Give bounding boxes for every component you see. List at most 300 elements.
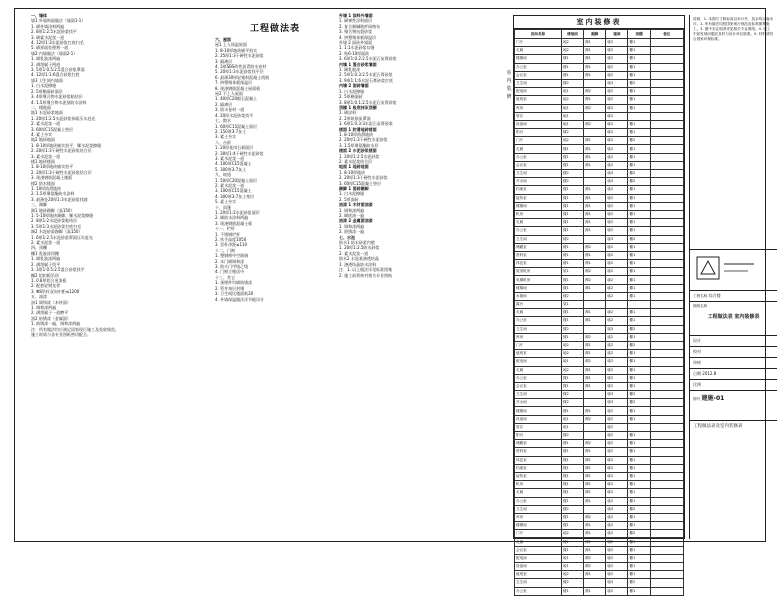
scale-row [690,379,777,390]
spec-line: 5. 素土夯实 [215,199,237,205]
table-cell [650,513,683,521]
table-cell: 墙2 [606,464,628,472]
table-cell: 开水间 [515,399,562,407]
table-cell: 地2 [561,47,583,55]
table-cell [650,571,683,579]
table-row [515,120,684,128]
table-cell [650,153,683,161]
table-cell: 棚1 [628,194,650,202]
table-cell: 走廊 [515,489,562,497]
spec-line: 十三、其它 [215,274,235,280]
table-cell: 卫生间 [515,391,562,399]
table-cell: 墙2 [606,407,628,415]
table-cell [650,374,683,382]
table-cell [650,456,683,464]
table-cell [584,423,606,431]
table-cell: 楼2 [561,505,583,513]
spec-line: 2. 素水泥浆一道 [339,250,369,256]
table-cell [584,399,606,407]
table-cell: 棚1 [628,317,650,325]
table-cell: 踢2 [584,88,606,96]
spec-line: 1. 0.8厚铝合金条板 [31,277,67,283]
table-cell: 楼梯间 [515,407,562,415]
table-cell: 楼2 [561,292,583,300]
table-cell: 棚1 [628,153,650,161]
spec-line: 1. 20厚1:2.5防水砂浆 [339,245,380,251]
spec-line: 3. 素土夯实 [215,134,237,140]
table-cell: 墙2 [606,129,628,137]
table-cell: 机房 [515,481,562,489]
table-cell: 楼1 [561,489,583,497]
spec-line: 十、雨篷 [215,204,231,210]
table-cell: 棚1 [628,243,650,251]
table-cell: 棚1 [628,432,650,440]
table-row [515,88,684,96]
table-cell: 墙2 [606,227,628,235]
spec-line: 注：所有做法均应满足国家现行施工及验收规范。 [31,326,119,332]
spec-line: 3. 5厚1:3水泥砂浆打底扫毛 [31,223,82,229]
table-cell [650,227,683,235]
design-row [690,335,777,346]
finish-table-header-cell: 房间名称 [515,30,562,39]
table-cell: 墙2 [606,88,628,96]
table-cell: 墙2 [606,513,628,521]
table-cell: 楼1 [561,284,583,292]
table-cell: 墙2 [606,104,628,112]
table-cell [606,301,628,309]
table-row [515,186,684,194]
table-cell [650,579,683,587]
table-cell: 楼1 [561,481,583,489]
table-cell: 库房 [515,333,562,341]
table-cell: 楼1 [561,472,583,480]
table-cell: 走廊 [515,538,562,546]
table-row [515,407,684,415]
table-cell: 踢1 [584,96,606,104]
table-cell: 卫生间 [515,325,562,333]
table-cell: 踢1 [584,227,606,235]
table-cell: 资料室 [515,448,562,456]
table-cell: 踢2 [584,243,606,251]
spec-line: 2. 25厚1:3干硬性水泥砂浆 [215,53,264,59]
table-cell: 楼2 [561,79,583,87]
table-row [515,350,684,358]
table-cell: 踢2 [584,563,606,571]
table-cell: 棚1 [628,554,650,562]
table-cell: 棚2 [628,505,650,513]
spec-line: 1. 白水泥擦缝 [339,191,365,197]
table-cell: 踢1 [584,448,606,456]
table-cell [650,210,683,218]
spec-heading: 地面 1 地砖地面 [339,164,369,170]
spec-line: 1. 8-10厚防滑地砖 [339,131,374,137]
table-row [515,489,684,497]
table-cell: 地2 [561,571,583,579]
spec-heading: 一、墙体 [31,13,47,18]
table-cell: 踢1 [584,194,606,202]
spec-line: 5. 300厚3:7灰土 [215,166,247,172]
spec-line: 1. 6厚1:2.5水泥砂浆罩面压实赶光 [31,234,93,240]
spec-line: 1. 白水泥擦缝 [31,83,57,89]
spec-heading: 油漆 2 金属面油漆 [339,218,373,224]
table-cell: 墙3 [606,178,628,186]
table-cell: 踢1 [584,153,606,161]
table-cell: 楼2 [561,325,583,333]
table-cell: 墙3 [606,579,628,587]
table-row [515,448,684,456]
table-row [515,563,684,571]
table-cell: 踢2 [584,268,606,276]
table-cell: 棚1 [628,55,650,63]
table-cell: 休息室 [515,456,562,464]
table-cell: 楼1 [561,374,583,382]
table-cell: 踢1 [584,202,606,210]
table-row [515,538,684,546]
table-cell: 踢1 [584,309,606,317]
table-cell: 休息室 [515,260,562,268]
table-cell: 棚1 [628,260,650,268]
spec-line: 墙1 外墙饰面做法（墙面1-1） [31,18,86,24]
spec-line: 1. 调和漆两遍 [31,304,57,310]
table-cell: 卫生间 [515,579,562,587]
table-cell: 棚2 [628,341,650,349]
table-row [515,63,684,71]
spec-line: 踢1 地砖踢脚（高150） [31,207,75,213]
table-cell [650,546,683,554]
finish-table-header-cell: 楼地面 [561,30,583,39]
table-cell: 配电间 [515,554,562,562]
design-label: 设计 [693,338,701,343]
table-cell: 地1 [561,104,583,112]
spec-line: 1. 50厚C20混凝土面层 [215,177,258,183]
table-cell [650,170,683,178]
specs-column-1 [31,13,209,537]
spec-line: 2. 8厚1:2.5水泥砂浆找平 [31,29,77,35]
table-cell: 楼1 [561,243,583,251]
table-cell: 办公室 [515,153,562,161]
spec-line: 油2 防锈漆（金属面） [31,315,71,321]
date-label: 日期 [693,371,701,376]
spec-line: 2. 150厚3:7灰土 [215,128,247,134]
spec-line: 1. 40厚C20细石混凝土 [215,96,258,102]
table-cell: 棚2 [628,530,650,538]
spec-line: 1. 20厚1:2.5水泥砂浆抹面压实赶光 [31,115,96,121]
table-cell: 棚1 [628,358,650,366]
spec-line: 1. 塑钢窗中空玻璃 [215,253,249,259]
spec-line: 1. 刷外墙涂料两遍 [31,23,65,29]
table-cell: 地2 [561,137,583,145]
table-cell: 棚1 [628,210,650,218]
spec-line: 1. 刷乳胶漆两遍 [31,56,61,62]
table-row [515,243,684,251]
table-cell: 办公室 [515,227,562,235]
table-cell: 卫生间 [515,170,562,178]
table-row [515,210,684,218]
table-cell: 墙2 [606,489,628,497]
table-cell: 地1 [561,554,583,562]
table-cell: 棚1 [628,292,650,300]
table-row [515,497,684,505]
table-cell [650,391,683,399]
spec-line: 2. 20厚1:3干硬性水泥砂浆 [339,175,388,181]
spec-line: 1. 20厚花岗石板面层 [215,145,254,151]
table-cell: 踢1 [584,464,606,472]
spec-line: 外墙 2 面砖外墙面 [339,40,373,46]
table-cell [650,505,683,513]
spec-line: 3. 60厚C15混凝土垫层 [31,126,74,132]
table-cell [650,423,683,431]
table-row [515,153,684,161]
table-cell: 棚2 [628,579,650,587]
spec-line: 2. 满刮腻子一道磨平 [31,310,69,316]
spec-line: 地1 水泥砂浆地面 [31,110,63,116]
table-cell: 墙2 [606,481,628,489]
table-cell: 楼1 [561,71,583,79]
spec-line: 1. 不锈钢栏杆 [215,231,241,237]
table-row [515,374,684,382]
spec-heading: 顶棚 1 板底抹灰顶棚 [339,104,377,110]
drawing-sheet [14,8,774,593]
table-cell [650,341,683,349]
table-cell: 墙2 [606,137,628,145]
table-cell: 走廊 [515,219,562,227]
table-cell: 踢1 [584,456,606,464]
table-cell: 踢2 [584,120,606,128]
table-cell: 楼2 [561,432,583,440]
table-cell: 机房 [515,210,562,218]
table-row [515,292,684,300]
finish-table-body [515,39,684,596]
spec-line: 2. 满刮腻子找平 [31,261,61,267]
table-cell [650,350,683,358]
spec-heading: 楼面 2 水泥砂浆楼面 [339,148,377,154]
table-cell: 踢1 [584,472,606,480]
table-cell: 踢1 [584,219,606,227]
table-cell [650,358,683,366]
table-cell: 楼梯间 [515,522,562,530]
table-cell: 踢1 [584,341,606,349]
finish-table [513,15,685,593]
table-cell: 棚1 [628,489,650,497]
table-cell: 楼梯间 [515,284,562,292]
spec-line: 4. 12厚1:3水泥砂浆打底扫毛 [31,40,84,46]
table-cell: 踢1 [584,587,606,595]
table-cell: 楼1 [561,260,583,268]
table-row [515,423,684,431]
table-cell: 墙2 [606,71,628,79]
finish-table-header-row [515,30,684,39]
table-cell: 墙2 [606,145,628,153]
finish-table-side-label: 室内装修 [506,70,512,100]
table-cell: 踢1 [584,186,606,194]
spec-line: 7. 挤塑聚苯板保温层 [215,80,253,86]
table-cell [650,112,683,120]
table-row [515,317,684,325]
spec-line: 3. 素水泥浆一道 [31,153,61,159]
table-cell: 楼1 [561,309,583,317]
table-cell: 棚1 [628,497,650,505]
spec-line: 3. 5厚1:0.5:2.5混合砂浆罩面 [31,67,85,73]
review-row [690,357,777,368]
spec-line: 施工时请与各专业图纸密切配合。 [31,331,91,337]
table-cell: 墙2 [606,153,628,161]
table-cell: 值班室 [515,571,562,579]
finish-table-title: 室内装修表 [514,16,684,29]
spec-line: 2. 素水泥浆一道 [31,240,61,246]
drawing-number-row [690,390,777,420]
drawing-name-value: 工程做法表 室内装修表 [707,314,760,320]
table-cell [584,170,606,178]
table-cell: 楼1 [561,219,583,227]
table-cell: 会议室 [515,71,562,79]
drawing-name-label: 图纸名称 [693,304,708,308]
table-row [515,472,684,480]
table-cell [650,284,683,292]
table-cell: 楼1 [561,145,583,153]
table-cell: 地2 [561,341,583,349]
table-cell: 棚2 [628,399,650,407]
spec-line: 2. 20厚1:3干硬性水泥砂浆 [339,137,388,143]
table-cell: 楼1 [561,333,583,341]
table-cell: 墙2 [606,210,628,218]
spec-line: 九、坡道 [215,172,231,178]
table-cell: 管井 [515,423,562,431]
table-cell: 地2 [561,530,583,538]
table-cell: 楼1 [561,55,583,63]
table-cell: 棚2 [628,79,650,87]
table-cell: 楼1 [561,546,583,554]
spec-line: 七、散水 [215,118,231,124]
finish-table-header-cell: 顶棚 [628,30,650,39]
spec-line: 2. 复合耐碱玻纤网格布 [339,23,381,29]
table-row [515,554,684,562]
table-cell: 楼梯间 [515,202,562,210]
table-row [515,161,684,169]
table-cell: 墙2 [606,251,628,259]
table-row [515,481,684,489]
table-row [515,587,684,595]
table-cell: 阳台 [515,432,562,440]
table-row [515,137,684,145]
table-cell: 楼1 [561,210,583,218]
table-cell: 楼1 [561,538,583,546]
spec-line: 4. 20厚水泥砂浆找平 [215,112,254,118]
spec-line: 4. 300厚3:7灰土垫层 [215,193,255,199]
spec-line: 3. 8厚1:0.1:2.5水泥石灰膏砂浆 [339,99,397,105]
table-cell: 楼1 [561,227,583,235]
table-cell: 踢1 [584,530,606,538]
table-cell: 棚1 [628,571,650,579]
general-notes: 说明：1. 本图尺寸除标高以米计外，其余均以毫米计。2. 所有做法均按国家现行规范及标准图集施工。3. 图中未注明者详见相关专业图纸。4. 施工中如发现问题应及时与设计单位联系。5. 材料须符合国家环保标准。 [693,17,774,41]
table-cell [650,309,683,317]
table-cell: 墙2 [606,317,628,325]
table-cell: 走廊 [515,47,562,55]
table-cell: 楼1 [561,251,583,259]
spec-line: 2. 刷防水涂料两遍 [215,215,249,221]
table-row [515,513,684,521]
table-cell: 棚1 [628,546,650,554]
table-row [515,55,684,63]
table-cell [650,407,683,415]
table-cell: 棚1 [628,227,650,235]
table-cell: 墙2 [606,571,628,579]
table-cell: 露台 [515,301,562,309]
table-cell: 墙2 [606,546,628,554]
table-cell: 楼2 [561,399,583,407]
table-cell: 地1 [561,112,583,120]
table-cell: 库房 [515,513,562,521]
logo-mark-icon [696,256,756,282]
table-cell: 楼1 [561,317,583,325]
table-cell: 设备间 [515,415,562,423]
table-cell: 墙2 [606,448,628,456]
table-cell: 墙2 [606,366,628,374]
table-cell: 楼2 [561,170,583,178]
table-cell: 墙2 [606,440,628,448]
table-row [515,260,684,268]
table-cell: 楼1 [561,440,583,448]
table-cell [650,366,683,374]
spec-line: 防水2 水泥基渗透结晶 [339,256,379,262]
table-cell: 墙2 [606,333,628,341]
spec-line: 1. 预埋件均刷防锈漆 [215,280,253,286]
table-cell: 接待室 [515,194,562,202]
table-cell [650,219,683,227]
table-cell [584,292,606,300]
spec-line: 2. 配套轻钢龙骨 [31,283,61,289]
spec-line: 3. 现浇钢筋混凝土板 [215,220,253,226]
table-cell: 棚1 [628,415,650,423]
table-cell: 墙2 [606,39,628,47]
spec-line: 4. 3厚SBS改性沥青防水卷材 [215,64,267,70]
table-row [515,79,684,87]
table-cell: 棚2 [628,235,650,243]
table-cell [650,276,683,284]
table-cell [650,63,683,71]
table-cell [650,538,683,546]
table-cell: 楼2 [561,391,583,399]
table-row [515,366,684,374]
spec-line: 1. 8-10厚地砖 [339,169,366,175]
table-cell: 墙2 [606,432,628,440]
table-cell: 棚1 [628,472,650,480]
table-cell: 棚1 [628,448,650,456]
table-cell: 墙2 [606,554,628,562]
spec-line: 3. 最薄处20厚1:3水泥砂浆找坡 [31,196,88,202]
spec-line: 1. 8-10厚地砖铺实拍平，稀水泥浆擦缝 [31,142,102,148]
table-cell [584,505,606,513]
table-cell [650,440,683,448]
table-cell: 墙2 [606,563,628,571]
table-cell: 办公室 [515,587,562,595]
table-cell [584,79,606,87]
spec-line: 防水1 防水砂浆内壁 [339,240,375,246]
table-cell: 墙2 [606,55,628,63]
table-cell: 棚1 [628,120,650,128]
table-cell: 踢1 [584,546,606,554]
spec-line: 4. 1.5厚聚合物水泥基防水涂料 [31,99,87,105]
table-cell [650,464,683,472]
table-cell [650,243,683,251]
table-cell: 棚1 [628,202,650,210]
table-cell: 楼1 [561,161,583,169]
table-row [515,530,684,538]
table-cell: 地2 [561,350,583,358]
table-cell [650,251,683,259]
table-cell: 地2 [561,39,583,47]
spec-line: 踢2 水泥砂浆踢脚（高150） [31,229,83,235]
table-cell: 棚1 [628,464,650,472]
